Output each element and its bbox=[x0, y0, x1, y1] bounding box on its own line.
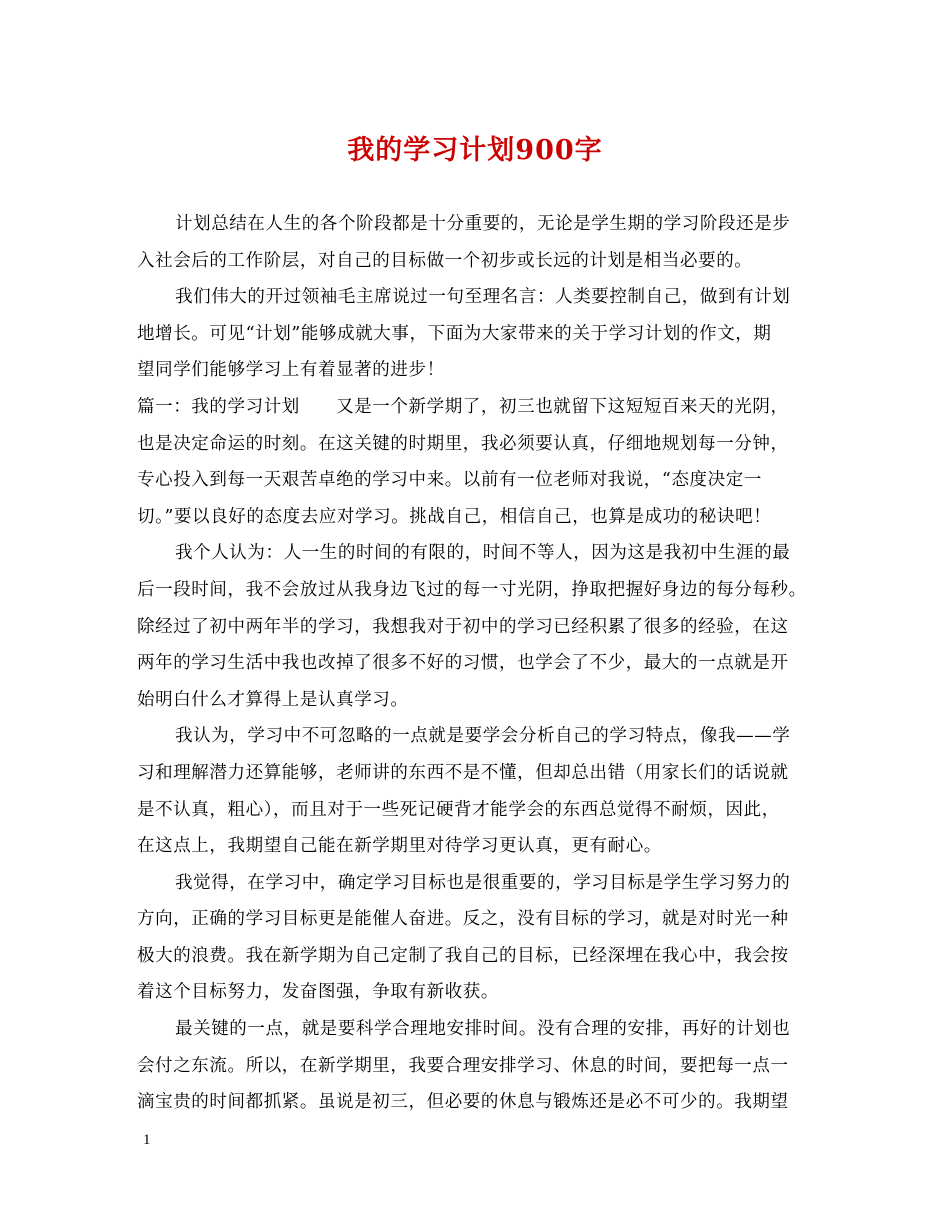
text-line: 入社会后的工作阶层，对自己的目标做一个初步或长远的计划是相当必要的。 bbox=[137, 250, 753, 271]
text-line: 地增长。可见“计划”能够成就大事，下面为大家带来的关于学习计划的作文，期 bbox=[137, 323, 772, 344]
text-line: 我觉得，在学习中，确定学习目标也是很重要的，学习目标是学生学习努力的 bbox=[175, 872, 791, 893]
page-number: 1 bbox=[143, 1132, 151, 1148]
document-body bbox=[137, 206, 817, 1121]
text-line: 滴宝贵的时间都抓紧。虽说是初三，但必要的休息与锻炼还是必不可少的。我期望 bbox=[137, 1092, 789, 1113]
text-line: 着这个目标努力，发奋图强，争取有新收获。 bbox=[137, 982, 499, 1003]
text-line: 始明白什么才算得上是认真学习。 bbox=[137, 689, 409, 710]
text-line: 我个人认为：人一生的时间的有限的，时间不等人，因为这是我初中生涯的最 bbox=[175, 543, 791, 564]
text-line: 我认为，学习中不可忽略的一点就是要学会分析自己的学习特点，像我——学 bbox=[175, 726, 791, 747]
text-line: 后一段时间，我不会放过从我身边飞过的每一寸光阴，挣取把握好身边的每分每秒。 bbox=[137, 579, 807, 600]
text-line: 计划总结在人生的各个阶段都是十分重要的，无论是学生期的学习阶段还是步 bbox=[175, 214, 791, 234]
text-line: 切。”要以良好的态度去应对学习。挑战自己，相信自己，也算是成功的秘诀吧！ bbox=[137, 506, 772, 527]
text-line: 在这点上，我期望自己能在新学期里对待学习更认真，更有耐心。 bbox=[137, 836, 662, 857]
text-line: 也是决定命运的时刻。在这关键的时期里，我必须要认真，仔细地规划每一分钟， bbox=[137, 433, 789, 454]
text-line: 专心投入到每一天艰苦卓绝的学习中来。以前有一位老师对我说，“态度决定一 bbox=[137, 470, 762, 491]
text-line: 我们伟大的开过领袖毛主席说过一句至理名言：人类要控制自己，做到有计划 bbox=[175, 287, 791, 308]
text-line: 方向，正确的学习目标更是能催人奋进。反之，没有目标的学习，就是对时光一种 bbox=[137, 909, 789, 930]
text-line: 是不认真，粗心），而且对于一些死记硬背才能学会的东西总觉得不耐烦，因此， bbox=[137, 799, 780, 820]
text-line: 会付之东流。所以，在新学期里，我要合理安排学习、休息的时间，要把每一点一 bbox=[137, 1055, 789, 1076]
text-line: 最关键的一点，就是要科学合理地安排时间。没有合理的安排，再好的计划也 bbox=[175, 1019, 791, 1040]
text-line: 极大的浪费。我在新学期为自己定制了我自己的目标，已经深埋在我心中，我会按 bbox=[137, 945, 789, 966]
text-line: 两年的学习生活中我也改掉了很多不好的习惯，也学会了不少，最大的一点就是开 bbox=[137, 653, 789, 674]
text-line: 习和理解潜力还算能够，老师讲的东西不是不懂，但却总出错（用家长们的话说就 bbox=[137, 762, 789, 783]
text-line: 篇一：我的学习计划 又是一个新学期了，初三也就留下这短短百来天的光阴， bbox=[137, 396, 789, 417]
text-line: 望同学们能够学习上有着显著的进步！ bbox=[137, 360, 445, 381]
document-title: 我的学习计划900字 bbox=[347, 135, 603, 166]
text-line: 除经过了初中两年半的学习，我想我对于初中的学习已经积累了很多的经验，在这 bbox=[137, 616, 789, 637]
